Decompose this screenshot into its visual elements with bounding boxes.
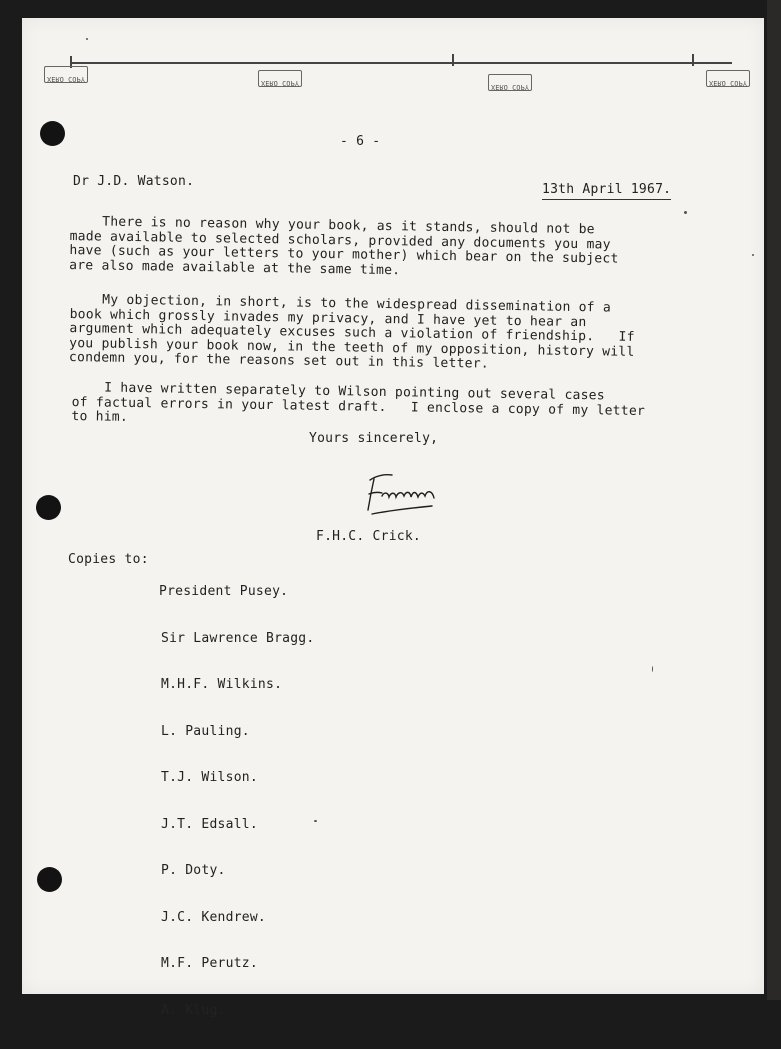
copies-list <box>159 553 314 1049</box>
xero-stamp: XERO COPY <box>706 70 750 87</box>
signer-name: F.H.C. Crick. <box>316 529 421 544</box>
speck <box>752 254 754 256</box>
copies-label: Copies to: <box>68 552 149 567</box>
header-tick <box>692 54 694 66</box>
punch-hole <box>36 495 61 520</box>
punch-hole <box>37 867 62 892</box>
copy-recipient: L. Pauling. <box>161 723 250 739</box>
xero-stamp: XERO COPY <box>488 74 532 91</box>
speck <box>86 38 88 40</box>
paragraph-1: There is no reason why your book, as it stands, should not be made available to selected scholars, provided any documents you may have (such as your letters to your mother) which bear on the subject are also made available at the same time. <box>69 214 619 278</box>
paragraph-2: My objection, in short, is to the widespread dissemination of a book which grossly invades my privacy, and I have yet to hear an argument which adequately excuses such a violation of friendship. If you publish your book now, in the teeth of my opposition, history will condemn you, for the reasons set out in this letter. <box>68 292 635 372</box>
speck <box>314 820 317 822</box>
copy-recipient: Sir Lawrence Bragg. <box>161 630 315 646</box>
header-rule <box>70 62 732 64</box>
copy-recipient: T.J. Wilson. <box>161 770 258 785</box>
paragraph-3: I have written separately to Wilson pointing out several cases of factual errors in your latest draft. I enclose a copy of my letter to him. <box>71 380 646 425</box>
copy-recipient: A. Klug. <box>161 1002 226 1018</box>
header-tick <box>452 54 454 66</box>
xero-stamp: XERO COPY <box>44 66 88 83</box>
speck <box>652 666 653 672</box>
copy-recipient: M.H.F. Wilkins. <box>161 677 283 692</box>
speck <box>684 211 687 214</box>
punch-hole <box>40 121 65 146</box>
copy-recipient: J.C. Kendrew. <box>161 909 266 925</box>
copy-recipient: President Pusey. <box>159 584 289 599</box>
page-number: - 6 - <box>340 134 381 149</box>
copy-recipient: P. Doty. <box>161 863 226 878</box>
xero-stamp: XERO COPY <box>258 70 302 87</box>
copy-recipient: M.F. Perutz. <box>161 956 258 971</box>
letter-page <box>22 18 764 1018</box>
scanner-edge <box>767 0 781 1000</box>
copy-recipient: J.T. Edsall. <box>161 816 258 832</box>
letter-date: 13th April 1967. <box>542 183 671 200</box>
signature <box>362 470 442 516</box>
addressee: Dr J.D. Watson. <box>73 174 195 189</box>
closing: Yours sincerely, <box>309 431 439 446</box>
